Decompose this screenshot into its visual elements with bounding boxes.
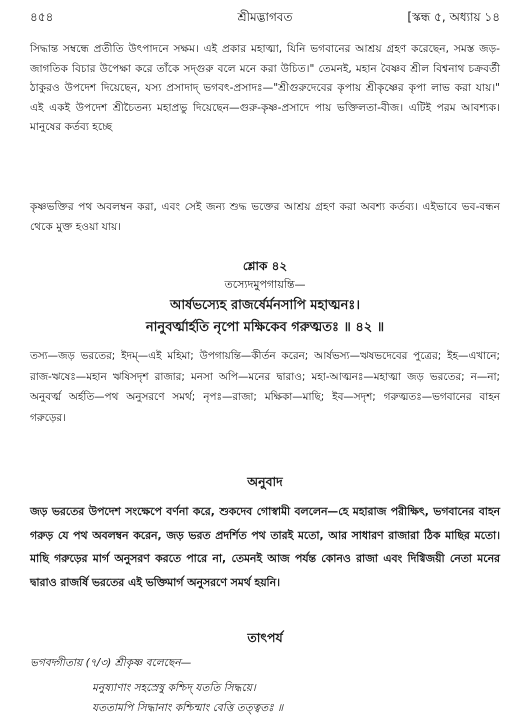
chapter-location: [স্কন্ধ ৫, অধ্যায় ১৪ [407, 10, 500, 24]
page-number: ৪৫৪ [30, 10, 54, 24]
translation-text: জড় ভরতের উপদেশ সংক্ষেপে বর্ণনা করে, শুকদেব গোস্বামী বললেন—হে মহারাজ পরীক্ষিৎ, ভগবানের বাহন গরুড় যে পথ অবলম্বন করেন, জড় ভরত প্রদর্শিত পথ তারই মতো, আর সাধারণ রাজারা ঠিক মাছির মতো। মাছি গরুড়ের মার্গ অনুসরণ করতে পারে না, তেমনই আজ পর্যন্ত কোনও রাজা এবং দিগ্বিজয়ী নেতা মনের দ্বারাও রাজর্ষি ভরতের এই ভক্তিমার্গ অনুসরণে সমর্থ হয়নি। [30, 505, 500, 589]
verse-line-2: আর্ষভস্যেহ রাজর্ষের্মনসাপি মহাত্মনঃ। [170, 298, 360, 313]
quote-line-1: মনুষ্যাণাং সহস্রেষু কশ্চিদ্ যততি সিদ্ধয়ে। [92, 682, 256, 694]
quote-line-2: যততামপি সিদ্ধানাং কশ্চিন্মাং বেত্তি তত্ত্বতঃ ॥ [92, 702, 284, 714]
verse-line-1: তস্যেদমুপগায়ন্তি— [224, 278, 306, 291]
verse-title: শ্লোক ৪২ [242, 259, 288, 273]
translation-heading: অনুবাদ [247, 474, 283, 489]
purport-intro: ভগবদ্গীতায় (৭/৩) শ্রীকৃষ্ণ বলেছেন— [30, 657, 192, 669]
paragraph-2: কৃষ্ণভক্তির পথ অবলম্বন করা, এবং সেই জন্য শুদ্ধ ভক্তের আশ্রয় গ্রহণ করা অবশ্য কর্তব্য। এইভাবে ভব-বন্ধন থেকে মুক্ত হওয়া যায়। [30, 201, 500, 233]
verse-line-3: নানুবর্ত্মার্হতি নৃপো মক্ষিকেব গরুত্মতঃ ॥ ৪২ ॥ [145, 320, 385, 335]
page-header [30, 6, 500, 28]
book-title: শ্রীমদ্ভাগবত [237, 10, 293, 24]
purport-heading: তাৎপর্য [247, 630, 283, 645]
paragraph-1: সিদ্ধান্ত সম্বন্ধে প্রতীতি উৎপাদনে সক্ষম। এই প্রকার মহাত্মা, যিনি ভগবানের আশ্রয় গ্রহণ করেছেন, সমস্ত জড়-জাগতিক বিচার উপেক্ষা করে তাঁকে সদ্গুরু বলে মনে করা উচিত।" তেমনই, মহান বৈষ্ণব শ্রীল বিশ্বনাথ চক্রবর্তী ঠাকুরও উপদেশ দিয়েছেন, যস্য প্রসাদাদ্ ভগবৎ-প্রসাদঃ—"শ্রীগুরুদেবের কৃপায় শ্রীকৃষ্ণের কৃপা লাভ করা যায়।" এই একই উপদেশ শ্রীচৈতন্য মহাপ্রভু দিয়েছেন—গুরু-কৃষ্ণ-প্রসাদে পায় ভক্তিলতা-বীজ। এটিই পরম আবশ্যক। মানুষের কর্তব্য হচ্ছে [30, 43, 500, 134]
word-synonyms: তস্য—জড় ভরতের; ইদম্—এই মহিমা; উপগায়ন্তি—কীর্তন করেন; আর্ষভস্য—ঋষভদেবের পুত্রের; ইহ—এখানে; রাজ-ঋষেঃ—মহান ঋষিসদৃশ রাজার; মনসা অপি—মনের দ্বারাও; মহা-আত্মনঃ—মহাত্মা জড় ভরতের; ন—না; অনুবর্ত্ম অর্হতি—পথ অনুসরণে সমর্থ; নৃপঃ—রাজা; মক্ষিকা—মাছি; ইব—সদৃশ; গরুত্মতঃ—ভগবানের বাহন গরুড়ের। [30, 350, 500, 424]
